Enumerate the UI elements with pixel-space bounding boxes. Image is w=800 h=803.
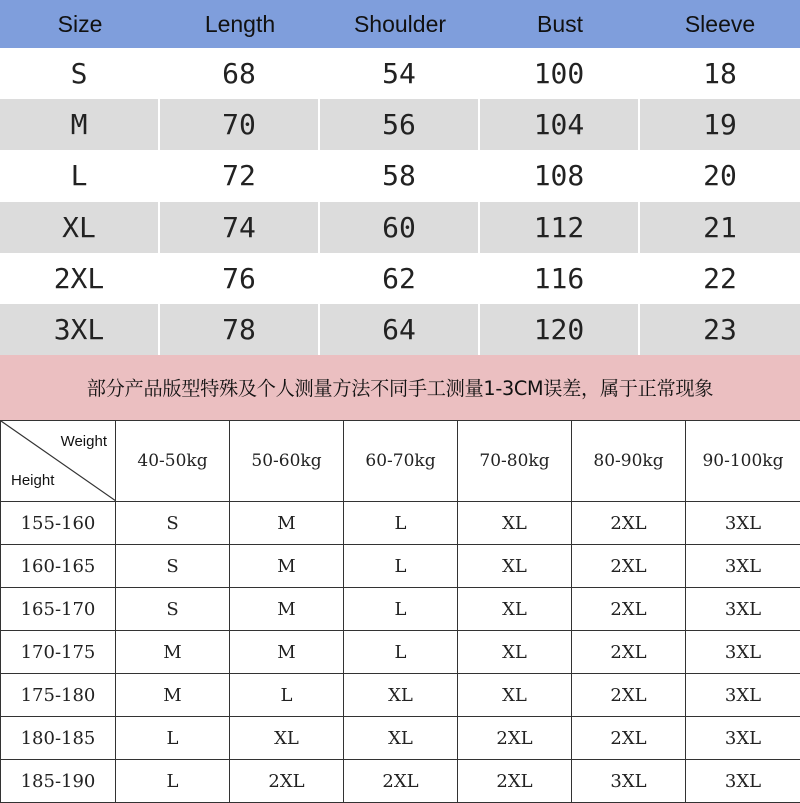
size-row	[0, 253, 800, 304]
measurement-value: 108	[480, 150, 640, 201]
recommended-size-cell: S	[116, 545, 230, 588]
size-row	[0, 99, 800, 150]
recommended-size-cell: M	[116, 674, 230, 717]
header-length: Length	[160, 0, 320, 48]
table-row	[1, 588, 800, 631]
table-row	[1, 760, 800, 803]
size-label: XL	[0, 202, 160, 253]
table-row	[1, 631, 800, 674]
size-row	[0, 304, 800, 355]
height-axis-label: Height	[11, 472, 54, 489]
recommended-size-cell: M	[230, 502, 344, 545]
recommended-size-cell: S	[116, 588, 230, 631]
measurement-value: 64	[320, 304, 480, 355]
recommended-size-cell: 2XL	[344, 760, 458, 803]
measurement-notice	[0, 355, 800, 420]
recommended-size-cell: 3XL	[686, 545, 800, 588]
size-row	[0, 202, 800, 253]
table-row	[1, 674, 800, 717]
measurement-value: 56	[320, 99, 480, 150]
measurement-value: 74	[160, 202, 320, 253]
recommended-size-cell: M	[230, 545, 344, 588]
measurement-value: 76	[160, 253, 320, 304]
recommended-size-cell: 3XL	[686, 760, 800, 803]
recommended-size-cell: L	[116, 717, 230, 760]
size-recommendation-table	[0, 420, 800, 803]
measurement-value: 21	[640, 202, 800, 253]
recommended-size-cell: 2XL	[458, 760, 572, 803]
weight-range-header: 90-100kg	[686, 421, 800, 502]
recommended-size-cell: L	[344, 545, 458, 588]
measurement-value: 20	[640, 150, 800, 201]
recommended-size-cell: 2XL	[572, 545, 686, 588]
recommended-size-cell: 2XL	[458, 717, 572, 760]
recommended-size-cell: M	[230, 631, 344, 674]
recommended-size-cell: XL	[458, 674, 572, 717]
recommended-size-cell: 2XL	[572, 717, 686, 760]
recommended-size-cell: 2XL	[572, 631, 686, 674]
recommended-size-cell: XL	[458, 545, 572, 588]
height-range-cell: 155-160	[1, 502, 116, 545]
recommended-size-cell: 3XL	[686, 674, 800, 717]
recommended-size-cell: XL	[344, 674, 458, 717]
table-row	[1, 717, 800, 760]
height-range-cell: 170-175	[1, 631, 116, 674]
header-sleeve: Sleeve	[640, 0, 800, 48]
measurement-value: 18	[640, 48, 800, 99]
measurement-value: 68	[160, 48, 320, 99]
recommended-size-cell: 3XL	[686, 631, 800, 674]
size-label: 2XL	[0, 253, 160, 304]
height-range-cell: 180-185	[1, 717, 116, 760]
weight-range-header: 60-70kg	[344, 421, 458, 502]
recommended-size-cell: 2XL	[230, 760, 344, 803]
measurement-value: 22	[640, 253, 800, 304]
recommended-size-cell: XL	[458, 502, 572, 545]
size-chart-header	[0, 0, 800, 48]
recommended-size-cell: 2XL	[572, 674, 686, 717]
height-range-cell: 185-190	[1, 760, 116, 803]
recommended-size-cell: 3XL	[572, 760, 686, 803]
size-chart-table	[0, 0, 800, 355]
measurement-value: 60	[320, 202, 480, 253]
recommended-size-cell: 3XL	[686, 588, 800, 631]
measurement-value: 72	[160, 150, 320, 201]
recommended-size-cell: M	[230, 588, 344, 631]
measurement-value: 23	[640, 304, 800, 355]
size-label: S	[0, 48, 160, 99]
recommended-size-cell: M	[116, 631, 230, 674]
measurement-value: 19	[640, 99, 800, 150]
size-label: L	[0, 150, 160, 201]
height-range-cell: 175-180	[1, 674, 116, 717]
header-size: Size	[0, 0, 160, 48]
weight-range-header: 70-80kg	[458, 421, 572, 502]
recommended-size-cell: S	[116, 502, 230, 545]
size-row	[0, 150, 800, 201]
table-row	[1, 502, 800, 545]
size-row	[0, 48, 800, 99]
measurement-value: 78	[160, 304, 320, 355]
measurement-value: 100	[480, 48, 640, 99]
recommended-size-cell: 3XL	[686, 717, 800, 760]
measurement-value: 104	[480, 99, 640, 150]
recommended-size-cell: L	[230, 674, 344, 717]
recommended-size-cell: L	[344, 588, 458, 631]
weight-height-corner	[1, 421, 116, 502]
height-range-cell: 165-170	[1, 588, 116, 631]
recommended-size-cell: L	[344, 631, 458, 674]
recommended-size-cell: 2XL	[572, 588, 686, 631]
recommended-size-cell: L	[116, 760, 230, 803]
recommended-size-cell: XL	[458, 588, 572, 631]
notice-text: 部分产品版型特殊及个人测量方法不同手工测量1-3CM误差，属于正常现象	[87, 374, 713, 401]
measurement-value: 112	[480, 202, 640, 253]
recommended-size-cell: 3XL	[686, 502, 800, 545]
measurement-value: 120	[480, 304, 640, 355]
height-range-cell: 160-165	[1, 545, 116, 588]
weight-range-header: 50-60kg	[230, 421, 344, 502]
table-row	[1, 545, 800, 588]
recommended-size-cell: XL	[344, 717, 458, 760]
measurement-value: 62	[320, 253, 480, 304]
weight-range-header: 80-90kg	[572, 421, 686, 502]
measurement-value: 54	[320, 48, 480, 99]
header-bust: Bust	[480, 0, 640, 48]
measurement-value: 116	[480, 253, 640, 304]
size-label: M	[0, 99, 160, 150]
recommended-size-cell: XL	[458, 631, 572, 674]
size-label: 3XL	[0, 304, 160, 355]
measurement-value: 58	[320, 150, 480, 201]
recommended-size-cell: L	[344, 502, 458, 545]
weight-axis-label: Weight	[61, 433, 107, 450]
weight-range-header: 40-50kg	[116, 421, 230, 502]
measurement-value: 70	[160, 99, 320, 150]
header-shoulder: Shoulder	[320, 0, 480, 48]
recommended-size-cell: XL	[230, 717, 344, 760]
recommended-size-cell: 2XL	[572, 502, 686, 545]
recommendation-header-row	[1, 421, 800, 502]
